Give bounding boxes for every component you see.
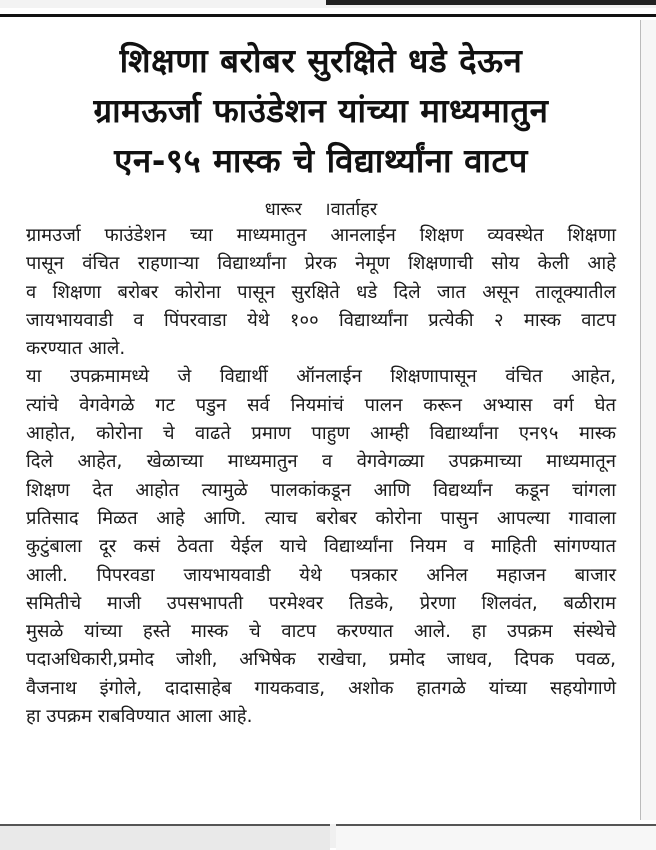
text-line: या उपक्रमामध्ये जे विद्यार्थी ऑनलाईन शिक्षणापासून वंचित आहेत, bbox=[26, 366, 616, 388]
text-line: हा उपक्रम राबविण्यात आला आहे. bbox=[26, 706, 253, 728]
headline bbox=[26, 36, 616, 186]
top-page-edge bbox=[0, 0, 656, 8]
text-line: दिले आहेत, खेळाच्या माध्यमातुन व वेगवेगळ्या उपक्रमाच्या माध्यमातून bbox=[26, 451, 616, 473]
byline bbox=[26, 198, 616, 222]
news-article bbox=[0, 18, 636, 824]
headline-line: एन-९५ मास्क चे विद्यार्थ्यांना वाटप bbox=[114, 141, 528, 180]
headline-line: ग्रामऊर्जा फाउंडेशन यांच्या माध्यमातुन bbox=[93, 91, 549, 130]
text-line: व शिक्षणा बरोबर कोरोना पासून सुरक्षिते धडे दिले जात असून तालूक्यातील bbox=[26, 281, 616, 303]
text-line: प्रतिसाद मिळत आहे आणि. त्याच बरोबर कोरोना पासुन आपल्या गावाला bbox=[26, 507, 616, 529]
text-line: मुसळे यांच्या हस्ते मास्क चे वाटप करण्यात आले. हा उपक्रम संस्थेचे bbox=[26, 621, 616, 643]
dateline-place: धारूर bbox=[264, 199, 302, 220]
text-line: शिक्षण देत आहोत त्यामुळे पालकांकडून आणि विद्यर्थ्यांन कडून चांगला bbox=[26, 479, 616, 501]
top-rule bbox=[0, 14, 656, 17]
text-line: ग्रामउर्जा फाउंडेशन च्या माध्यमातुन आनलाईन शिक्षण व्यवस्थेत शिक्षणा bbox=[26, 225, 616, 246]
text-line: पदाअधिकारी,प्रमोद जोशी, अभिषेक राखेचा, प्रमोद जाधव, दिपक पवळ, bbox=[26, 649, 616, 671]
bottom-page-edge bbox=[0, 824, 656, 848]
text-line: पासून वंचित राहणाऱ्या विद्यार्थ्यांना प्रेरक नेमूण शिक्षणाची सोय केली आहे bbox=[26, 253, 616, 275]
headline-line: शिक्षणा बरोबर सुरक्षिते धडे देऊन bbox=[119, 41, 523, 80]
next-article-edge-left bbox=[0, 824, 330, 850]
adjacent-column-edge bbox=[640, 20, 656, 820]
text-line: जायभायवाडी व पिंपरवाडा येथे १०० विद्यार्थ्यांना प्रत्येकी २ मास्क वाटप bbox=[26, 309, 616, 331]
text-line: त्यांचे वेगवेगळे गट पडुन सर्व नियमांचं पालन करून अभ्यास वर्ग घेत bbox=[26, 394, 616, 416]
text-line: आली. पिपरवडा जायभायवाडी येथे पत्रकार अनिल महाजन बाजार bbox=[26, 564, 616, 586]
next-article-edge-right bbox=[336, 824, 656, 850]
paragraph-1 bbox=[26, 222, 616, 363]
text-line: समितीचे माजी उपसभापती परमेश्वर तिडके, प्रेरणा शिलवंत, बळीराम bbox=[26, 592, 616, 614]
reporter-credit: ।वार्ताहर bbox=[323, 199, 378, 220]
text-line: आहोत, कोरोना चे वाढते प्रमाण पाहुण आम्ही विद्यार्थ्यांना एन९५ मास्क bbox=[26, 423, 616, 445]
top-edge-bar bbox=[326, 0, 656, 5]
text-line: करण्यात आले. bbox=[26, 338, 126, 360]
text-line: कुटुंबाला दूर कसं ठेवता येईल याचे विद्यार्थ्यांना नियम व माहिती सांगण्यात bbox=[26, 536, 616, 558]
text-line: वैजनाथ इंगोले, दादासाहेब गायकवाड, अशोक हातगळे यांच्या सहयोगाणे bbox=[26, 677, 616, 699]
paragraph-2 bbox=[26, 363, 616, 731]
